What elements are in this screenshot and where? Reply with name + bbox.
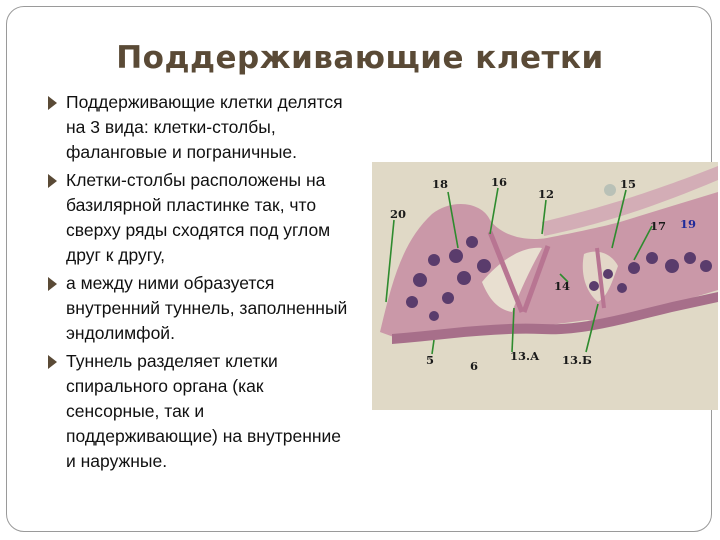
debris-spot bbox=[604, 184, 616, 196]
label-12: 12 bbox=[538, 187, 555, 201]
bullet-item bbox=[48, 90, 348, 165]
label-13b: 13.Б bbox=[562, 353, 592, 367]
bullet-arrow-icon bbox=[48, 174, 57, 188]
label-13a: 13.А bbox=[510, 349, 540, 363]
bullet-arrow-icon bbox=[48, 277, 57, 291]
label-20: 20 bbox=[390, 207, 407, 221]
label-17: 17 bbox=[650, 219, 667, 233]
label-15: 15 bbox=[620, 177, 637, 191]
bullet-text: Туннель разделяет клетки спирального органа (как сенсорные, так и поддерживающие) на внутренние и наружные. bbox=[66, 351, 342, 471]
bullet-text: Клетки-столбы расположены на базилярной пластинке так, что сверху ряды сходятся под углом друг к другу, bbox=[66, 170, 331, 265]
label-18: 18 bbox=[432, 177, 449, 191]
bullet-item bbox=[48, 168, 348, 268]
slide-title: Поддерживающие клетки bbox=[116, 40, 604, 76]
label-5: 5 bbox=[426, 353, 435, 367]
bullet-text: Поддерживающие клетки делятся на 3 вида: клетки-столбы, фаланговые и пограничные. bbox=[66, 92, 343, 162]
micrograph-figure bbox=[372, 162, 718, 410]
bullet-item bbox=[48, 349, 348, 474]
bullet-list bbox=[48, 90, 348, 477]
label-16: 16 bbox=[491, 175, 508, 189]
bullet-arrow-icon bbox=[48, 96, 57, 110]
label-19: 19 bbox=[680, 217, 697, 231]
label-6: 6 bbox=[470, 359, 479, 373]
bullet-item bbox=[48, 271, 348, 346]
label-14: 14 bbox=[554, 279, 571, 293]
bullet-text: а между ними образуется внутренний туннель, заполненный эндолимфой. bbox=[66, 273, 348, 343]
bullet-arrow-icon bbox=[48, 355, 57, 369]
